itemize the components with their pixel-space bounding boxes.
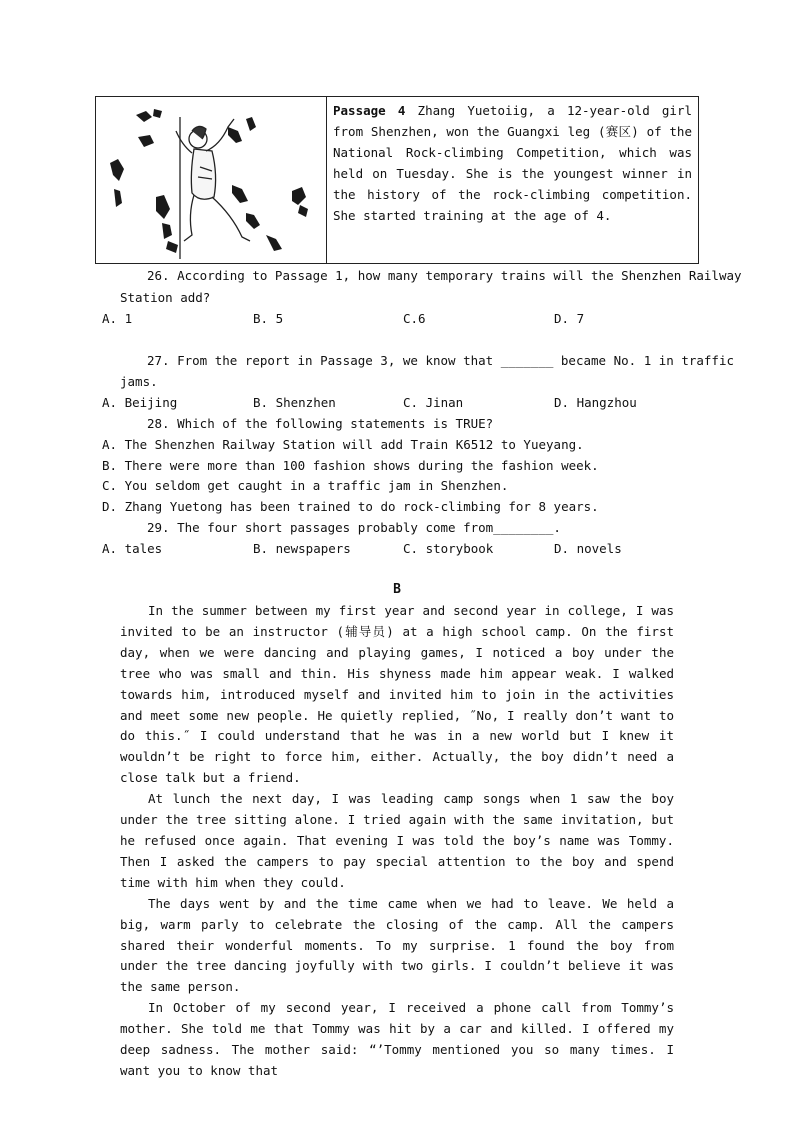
q26-option-c[interactable]: C.6 [403,311,426,326]
q27-option-c[interactable]: C. Jinan [403,395,464,410]
q27-option-b[interactable]: B. Shenzhen [253,395,336,410]
passage4-label: Passage 4 [333,103,406,118]
q26-option-d[interactable]: D. 7 [554,311,585,326]
q28-option-d[interactable]: D. Zhang Yuetong has been trained to do rock-climbing for 8 years. [102,499,599,514]
q29-stem: 29. The four short passages probably come from________. [147,520,561,535]
section-b-passage [120,601,674,1082]
q26-stem-line2: Station add? [120,290,211,305]
rock-climber-drawing [96,97,325,263]
q28-option-c[interactable]: C. You seldom get caught in a traffic jam in Shenzhen. [102,478,509,493]
q28-stem: 28. Which of the following statements is TRUE? [147,416,494,431]
passage4-body: Zhang Yuetoiig, a 12-year-old girl from Shenzhen, won the Guangxi leg (赛区) of the National Rock-climbing Competition, which was held on Tuesday. She is the youngest winner in the history of the rock-climbing competition. She started training at the age of 4. [333,103,692,223]
passage4-text [327,97,698,263]
q28-option-b[interactable]: B. There were more than 100 fashion shows during the fashion week. [102,458,599,473]
rock-climber-illustration [96,97,327,263]
section-b-title: B [393,582,401,597]
q29-option-c[interactable]: C. storybook [403,541,494,556]
section-b-paragraph-4: In October of my second year, I received a phone call from Tommy’s mother. She told me that Tommy was hit by a car and killed. I offered my deep sadness. The mother said: “’Tommy mentioned you so many times. I want you to know that [120,1000,674,1078]
section-b-paragraph-1: In the summer between my first year and second year in college, I was invited to be an instructor (辅导员) at a high school camp. On the first day, when we were dancing and playing games, I noticed a boy under the tree who was small and thin. His shyness made him appear weak. I walked towards him, introduced myself and invited him to join in the activities and meet some new people. He quietly replied, ˝No, I really don’t want to do this.˝ I could understand that he was in a new world but I knew it wouldn’t be right to force him, either. Actually, the boy didn’t need a close talk but a friend. [120,603,674,786]
passage4-table [95,96,699,264]
q29-option-a[interactable]: A. tales [102,541,163,556]
q29-option-b[interactable]: B. newspapers [253,541,351,556]
q27-stem-line1: 27. From the report in Passage 3, we know that _______ became No. 1 in traffic [147,353,734,368]
q29-option-d[interactable]: D. novels [554,541,622,556]
q28-option-a[interactable]: A. The Shenzhen Railway Station will add Train K6512 to Yueyang. [102,437,584,452]
q27-option-a[interactable]: A. Beijing [102,395,178,410]
q26-option-a[interactable]: A. 1 [102,311,133,326]
section-b-paragraph-2: At lunch the next day, I was leading camp songs when 1 saw the boy under the tree sitting alone. I tried again with the same invitation, but he refused once again. That evening I was told the boy’s name was Tommy. Then I asked the campers to pay special attention to the boy and spend time with him when they could. [120,791,674,890]
q26-option-b[interactable]: B. 5 [253,311,284,326]
section-b-paragraph-3: The days went by and the time came when we had to leave. We held a big, warm parly to celebrate the closing of the camp. All the campers shared their wonderful moments. To my surprise. 1 found the boy from under the tree dancing joyfully with two girls. I couldn’t believe it was the same person. [120,895,674,995]
q26-stem-line1: 26. According to Passage 1, how many temporary trains will the Shenzhen Railway [147,268,742,283]
q27-option-d[interactable]: D. Hangzhou [554,395,637,410]
q27-stem-line2: jams. [120,374,158,389]
